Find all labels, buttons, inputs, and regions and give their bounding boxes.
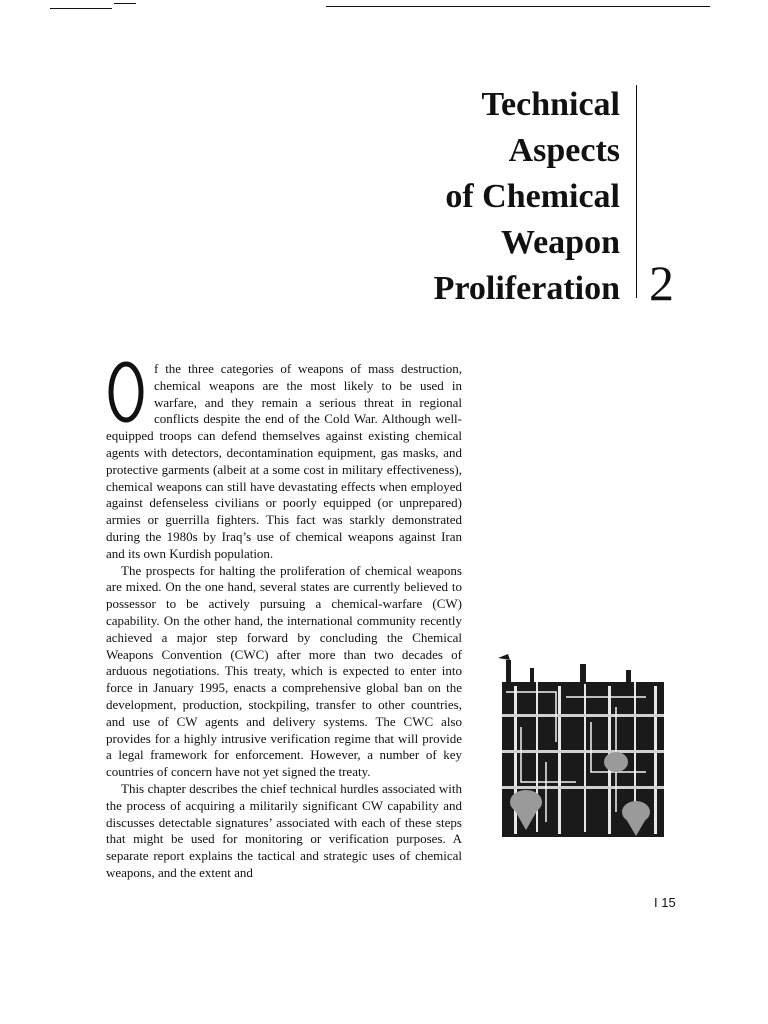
chapter-title-line-2: Aspects — [508, 132, 620, 169]
page-number: I 15 — [654, 895, 676, 910]
chapter-title-line-1: Technical — [481, 86, 620, 123]
chapter-divider-rule — [636, 85, 637, 298]
body-text — [106, 361, 462, 882]
chapter-title-line-5: Proliferation — [433, 270, 620, 307]
drop-cap-o — [106, 361, 146, 423]
chapter-title-line-3: of Chemical — [445, 178, 620, 215]
chapter-title — [434, 82, 620, 312]
paragraph-3: This chapter describes the chief technical hurdles associated with the process of acquiring a militarily significant CW capability and discusses detectable signatures’ associated with each of these steps that might be used for monitoring or verification purposes. A separate report explains the tactical and strategic uses of chemical weapons, and the extent and — [106, 780, 462, 880]
chemical-plant-photo — [496, 652, 670, 842]
header-rule-right — [326, 6, 710, 7]
header-rule-left — [50, 8, 112, 9]
paragraph-1: f the three categories of weapons of mass destruction, chemical weapons are the most likely to be used in warfare, and they remain a serious threat in regional conflicts despite the end of the Cold War. Although well-equipped troops can defend themselves against existing chemical agents with detectors, decontamination equipment, gas masks, and protective garments (albeit at a some cost in military effectiveness), chemical weapons can still have devastating effects when employed against defenseless civilians or poorly equipped (or unprepared) armies or guerrilla fighters. This fact was starkly demonstrated during the 1980s by Iraq’s use of chemical weapons against Iran and its own Kurdish population. — [106, 361, 462, 561]
chapter-number: 2 — [649, 255, 674, 311]
chapter-title-line-4: Weapon — [500, 224, 620, 261]
paragraph-2: The prospects for halting the proliferation of chemical weapons are mixed. On the one hand, several states are currently believed to possessor to be actively pursuing a chemical-warfare (CW) capability. On the other hand, the international community recently achieved a major step forward by concluding the Chemical Weapons Convention (CWC) after more than two decades of arduous negotiations. This treaty, which is expected to enter into force in January 1995, enacts a comprehensive global ban on the development, production, stockpiling, transfer to other countries, and use of CW agents and delivery systems. The CWC also provides for a highly intrusive verification regime that will provide a legal framework for enforcement. However, a number of key countries of concern have not yet signed the treaty. — [106, 562, 462, 780]
header-rule-short — [114, 3, 136, 4]
